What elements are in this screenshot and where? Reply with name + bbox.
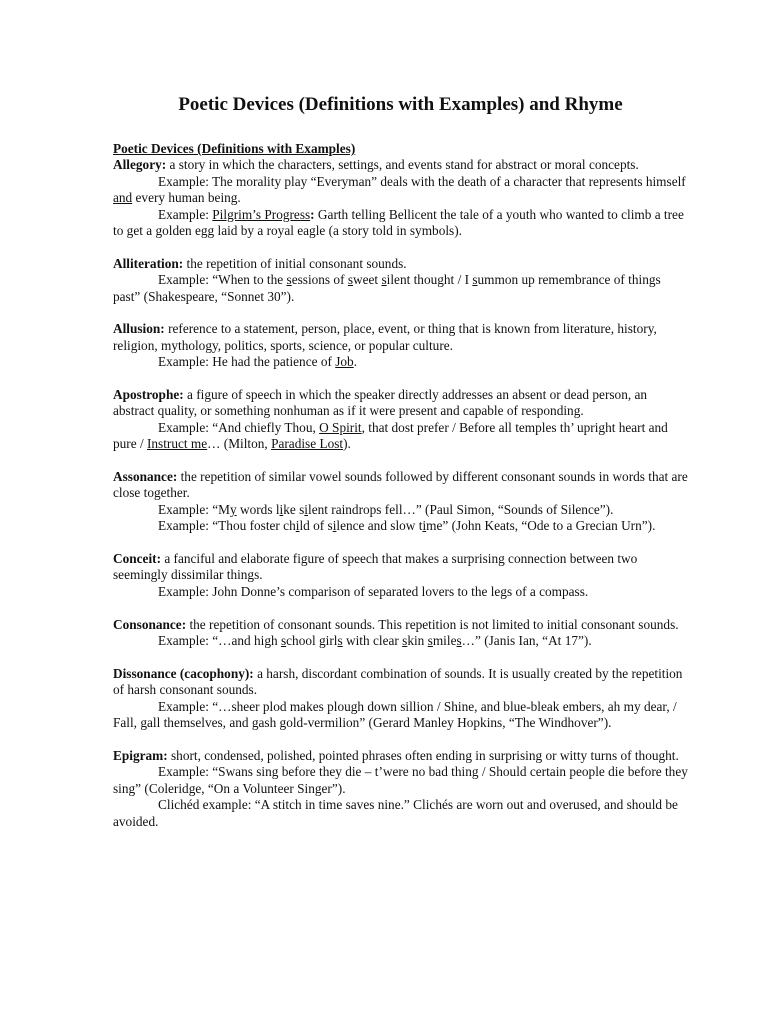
definition-paragraph	[113, 256, 688, 272]
underlined-text: Instruct me	[146, 436, 208, 452]
example-text: .	[353, 354, 358, 370]
entries-list	[113, 157, 688, 830]
underlined-text: s	[402, 633, 408, 649]
example-paragraph	[113, 518, 688, 534]
example-text: Clichéd example: “A stitch in time saves nine.” Clichés are worn out and overused, and should be avoided.	[113, 797, 678, 829]
underlined-text: y	[230, 501, 237, 517]
definition-text: reference to a statement, person, place, event, or thing that is known from literature, history, religion, mythology, politics, sports, science, or popular culture.	[113, 321, 657, 353]
term-label: Epigram:	[113, 747, 168, 763]
definition-paragraph	[113, 666, 688, 699]
example-text: … (Milton,	[207, 436, 272, 452]
underlined-text: s	[347, 272, 354, 288]
section-heading: Poetic Devices (Definitions with Examples)	[113, 141, 356, 156]
example-text: Example:	[158, 206, 213, 222]
example-paragraph	[113, 633, 688, 649]
example-text: Example: “…sheer plod makes plough down sillion / Shine, and blue-bleak embers, ah my dear, / Fall, gall themselves, and gash gold-vermilion” (Gerard Manley Hopkins, “The Windhover”).	[113, 698, 677, 731]
example-paragraph	[113, 420, 688, 453]
entry-consonance	[113, 617, 688, 650]
underlined-text: and	[113, 190, 133, 206]
definition-paragraph	[113, 469, 688, 502]
definition-text: short, condensed, polished, pointed phrases often ending in surprising or witty turns of thought.	[171, 747, 679, 763]
term-label: Allegory:	[113, 157, 167, 173]
example-text: , that dost prefer / Before all temples th’ upright heart and pure /	[113, 419, 668, 452]
definition-text: a figure of speech in which the speaker directly addresses an absent or dead person, an abstract quality, or something nonhuman as if it were present and capable of responding.	[113, 387, 648, 419]
underlined-text: Job	[335, 354, 354, 370]
definition-paragraph	[113, 617, 688, 633]
underlined-text: i	[304, 501, 308, 517]
definition-paragraph	[113, 157, 688, 173]
example-text: ke s	[283, 501, 305, 517]
definition-text: a fanciful and elaborate figure of speech that makes a surprising connection between two seemingly dissimilar things.	[113, 551, 638, 583]
example-text: lent raindrops fell…” (Paul Simon, “Sounds of Silence”).	[308, 501, 614, 517]
example-text: Example: “When to the	[158, 272, 287, 288]
example-text: mile	[432, 633, 457, 649]
definition-paragraph	[113, 748, 688, 764]
example-text: ).	[343, 436, 351, 452]
underlined-text: i	[295, 518, 300, 534]
example-text: lence and slow t	[336, 518, 423, 534]
underlined-text: s	[286, 272, 292, 288]
definition-paragraph	[113, 321, 688, 354]
term-label: Assonance:	[113, 469, 178, 485]
definition-text: the repetition of consonant sounds. This repetition is not limited to initial consonant sounds.	[189, 616, 679, 632]
definition-paragraph	[113, 551, 688, 584]
definition-text: the repetition of initial consonant sounds.	[186, 255, 407, 271]
example-text: …” (Janis Ian, “At 17”).	[461, 633, 592, 649]
example-text: with clear	[342, 633, 403, 649]
entry-epigram	[113, 748, 688, 830]
term-label: Apostrophe:	[113, 387, 184, 403]
example-text: Example: “Swans sing before they die – t’were no bad thing / Should certain people die before they sing” (Coleridge, “On a Volunteer Singer”).	[113, 764, 688, 796]
entry-allusion	[113, 321, 688, 370]
example-text: Example: “And chiefly Thou,	[158, 419, 320, 435]
entry-assonance	[113, 469, 688, 535]
term-label: Conceit:	[113, 551, 161, 567]
example-text: kin	[407, 633, 428, 649]
example-paragraph	[113, 174, 688, 207]
example-paragraph	[113, 764, 688, 797]
example-text: Example: “Thou foster ch	[158, 518, 296, 534]
example-text: Example: He had the patience of	[158, 354, 336, 370]
term-label: Dissonance (cacophony):	[113, 665, 254, 681]
underlined-text: s	[456, 633, 462, 649]
example-text: chool girl	[286, 633, 338, 649]
underlined-text: Pilgrim’s Progress	[212, 206, 311, 222]
example-paragraph	[113, 797, 688, 830]
example-text: me” (John Keats, “Ode to a Grecian Urn”).	[426, 518, 656, 534]
entry-apostrophe	[113, 387, 688, 453]
entry-alliteration	[113, 256, 688, 305]
example-text: essions of	[291, 272, 348, 288]
underlined-text: s	[280, 633, 287, 649]
underlined-text: i	[279, 501, 284, 517]
example-text: ilent thought / I	[386, 272, 473, 288]
underlined-text: i	[422, 518, 427, 534]
definition-text: a harsh, discordant combination of sounds. It is usually created by the repetition of harsh consonant sounds.	[113, 665, 683, 698]
example-paragraph	[113, 584, 688, 600]
underlined-text: O Spirit	[319, 419, 362, 435]
underlined-text: s	[472, 272, 478, 288]
example-text: Example: “…and high	[158, 633, 281, 649]
underlined-text: s	[381, 272, 387, 288]
entry-allegory	[113, 157, 688, 239]
entry-conceit	[113, 551, 688, 600]
example-text: weet	[353, 272, 382, 288]
example-paragraph	[113, 207, 688, 240]
definition-paragraph	[113, 387, 688, 420]
definition-text: a story in which the characters, settings, and events stand for abstract or moral concepts.	[169, 157, 639, 173]
underlined-text: Paradise Lost	[271, 436, 344, 452]
example-text: Example: “M	[158, 501, 231, 517]
example-paragraph	[113, 354, 688, 370]
bold-text: :	[310, 206, 315, 222]
entry-dissonance	[113, 666, 688, 732]
term-label: Consonance:	[113, 616, 187, 632]
example-text: ld of s	[299, 518, 333, 534]
example-text: Example: John Donne’s comparison of separated lovers to the legs of a compass.	[158, 583, 589, 599]
underlined-text: i	[332, 518, 337, 534]
definition-text: the repetition of similar vowel sounds followed by different consonant sounds in words that are close together.	[113, 469, 688, 501]
example-paragraph	[113, 502, 688, 518]
example-text: every human being.	[132, 190, 241, 206]
example-paragraph	[113, 699, 688, 732]
example-text: ummon up remembrance of things past” (Shakespeare, “Sonnet 30”).	[113, 272, 661, 304]
example-paragraph	[113, 272, 688, 305]
example-text: Example: The morality play “Everyman” deals with the death of a character that represents himself	[158, 173, 686, 189]
example-text: Garth telling Bellicent the tale of a youth who wanted to climb a tree to get a golden egg laid by a royal eagle (a story told in symbols).	[113, 206, 684, 239]
underlined-text: s	[337, 633, 343, 649]
example-text: words l	[236, 501, 280, 517]
term-label: Alliteration:	[113, 255, 184, 271]
page-title: Poetic Devices (Definitions with Examples) and Rhyme	[178, 94, 623, 115]
underlined-text: s	[427, 633, 433, 649]
term-label: Allusion:	[113, 321, 165, 337]
